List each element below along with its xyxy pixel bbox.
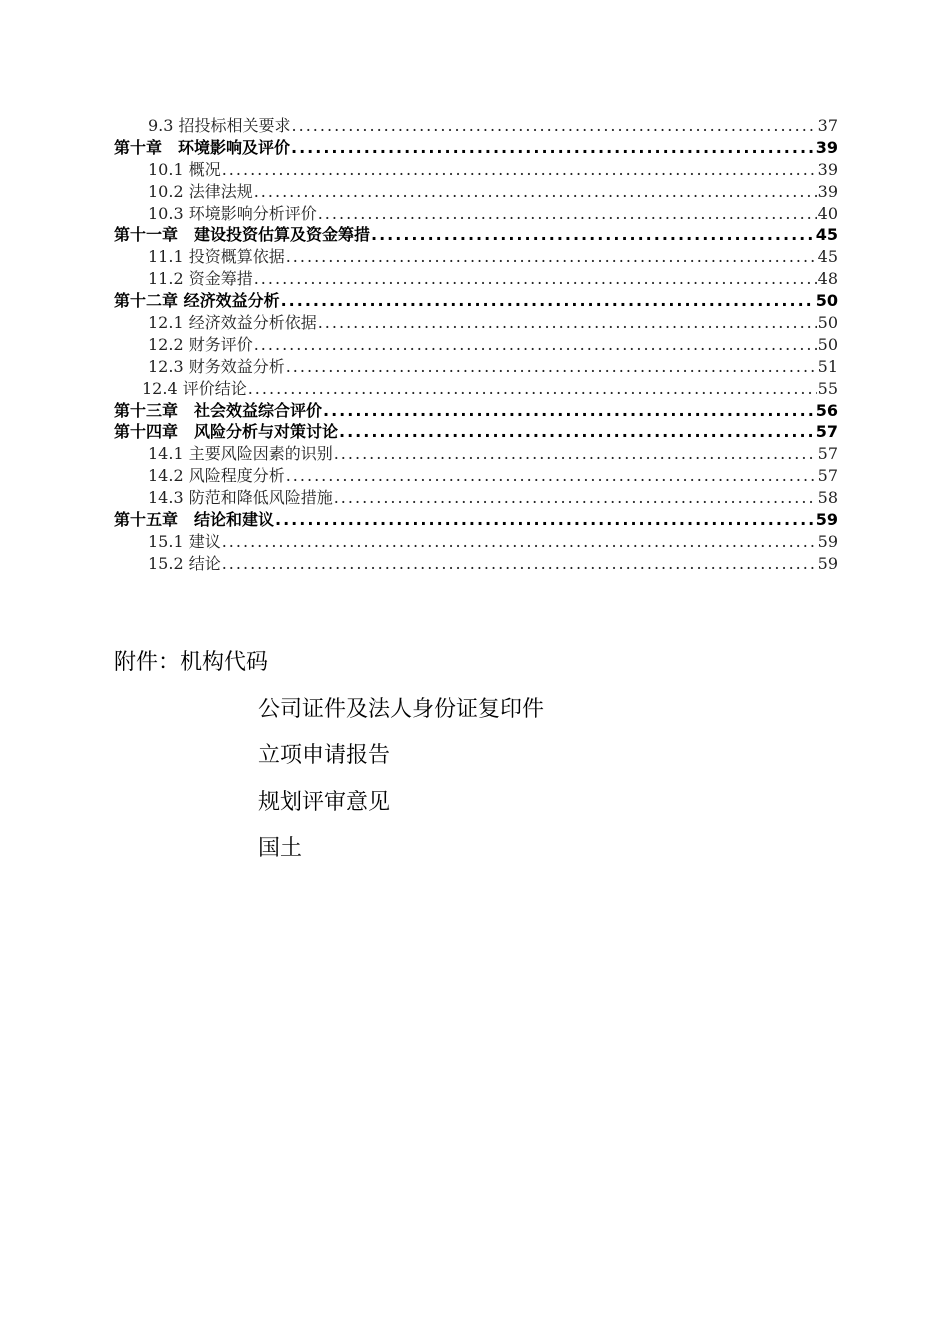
toc-entry[interactable] bbox=[114, 465, 838, 487]
toc-entry-title: 15.1 建议 bbox=[148, 531, 221, 551]
toc-entry[interactable] bbox=[114, 312, 838, 334]
toc-page-number: 50 bbox=[815, 291, 838, 311]
toc-dot-leader bbox=[371, 224, 815, 246]
toc-page-number: 58 bbox=[817, 488, 838, 508]
toc-page-number: 56 bbox=[815, 400, 838, 420]
attachments-section bbox=[114, 640, 544, 873]
toc-entry-title: 10.1 概况 bbox=[148, 159, 221, 179]
toc-entry-title: 12.4 评价结论 bbox=[142, 378, 247, 398]
toc-dot-leader bbox=[323, 400, 815, 422]
toc-entry[interactable] bbox=[114, 487, 838, 509]
toc-entry[interactable] bbox=[114, 443, 838, 465]
toc-entry-title: 12.2 财务评价 bbox=[148, 334, 253, 354]
toc-entry[interactable] bbox=[114, 181, 838, 203]
toc-page-number: 39 bbox=[817, 181, 838, 201]
toc-entry-title: 11.1 投资概算依据 bbox=[148, 247, 285, 267]
toc-entry-title: 9.3 招投标相关要求 bbox=[148, 116, 291, 135]
toc-page-number: 57 bbox=[815, 422, 838, 442]
toc-entry[interactable] bbox=[114, 334, 838, 356]
toc-dot-leader bbox=[286, 356, 817, 378]
toc-dot-leader bbox=[318, 203, 817, 225]
toc-entry[interactable] bbox=[114, 553, 838, 575]
toc-entry-title: 14.2 风险程度分析 bbox=[148, 466, 285, 486]
toc-page-number: 37 bbox=[817, 116, 838, 135]
toc-dot-leader bbox=[286, 465, 817, 487]
toc-chapter-entry[interactable] bbox=[114, 137, 838, 159]
toc-dot-leader bbox=[334, 443, 817, 465]
toc-page-number: 50 bbox=[817, 313, 838, 333]
toc-entry-title: 10.3 环境影响分析评价 bbox=[148, 203, 317, 223]
toc-page-number: 51 bbox=[817, 356, 838, 376]
toc-page-number: 40 bbox=[817, 203, 838, 223]
toc-entry-title: 第十四章 风险分析与对策讨论 bbox=[114, 422, 339, 442]
toc-page-number: 50 bbox=[817, 334, 838, 354]
toc-entry-title: 12.3 财务效益分析 bbox=[148, 356, 285, 376]
toc-entry[interactable] bbox=[114, 203, 838, 225]
toc-dot-leader bbox=[222, 553, 817, 575]
toc-page-number: 57 bbox=[817, 466, 838, 486]
toc-dot-leader bbox=[275, 509, 815, 531]
toc-entry[interactable] bbox=[114, 356, 838, 378]
table-of-contents bbox=[114, 115, 838, 575]
toc-entry[interactable] bbox=[114, 531, 838, 553]
toc-dot-leader bbox=[318, 312, 817, 334]
toc-dot-leader bbox=[222, 159, 817, 181]
toc-dot-leader bbox=[339, 421, 815, 443]
toc-entry-title: 14.3 防范和降低风险措施 bbox=[148, 488, 333, 508]
toc-dot-leader bbox=[291, 137, 815, 159]
attachment-item: 国土 bbox=[258, 836, 303, 861]
toc-chapter-entry[interactable] bbox=[114, 224, 838, 246]
toc-entry[interactable] bbox=[114, 159, 838, 181]
attachment-item: 规划评审意见 bbox=[258, 789, 391, 815]
toc-page-number: 59 bbox=[815, 510, 838, 530]
attachment-item: 公司证件及法人身份证复印件 bbox=[258, 696, 545, 722]
toc-dot-leader bbox=[281, 290, 815, 312]
toc-dot-leader bbox=[254, 268, 817, 290]
toc-entry[interactable] bbox=[114, 268, 838, 290]
toc-dot-leader bbox=[292, 115, 817, 137]
toc-entry-title: 第十一章 建设投资估算及资金筹措 bbox=[114, 225, 371, 245]
toc-page-number: 48 bbox=[817, 269, 838, 289]
attachment-item: 立项申请报告 bbox=[258, 743, 391, 768]
toc-entry-title: 第十五章 结论和建议 bbox=[114, 510, 275, 530]
toc-entry-title: 15.2 结论 bbox=[148, 553, 221, 573]
toc-dot-leader bbox=[248, 378, 817, 400]
toc-page-number: 59 bbox=[817, 531, 838, 551]
toc-chapter-entry[interactable] bbox=[114, 421, 838, 443]
toc-entry[interactable] bbox=[114, 246, 838, 268]
toc-entry-title: 12.1 经济效益分析依据 bbox=[148, 313, 317, 333]
toc-page-number: 57 bbox=[817, 444, 838, 464]
toc-page-number: 45 bbox=[815, 225, 838, 245]
toc-dot-leader bbox=[334, 487, 817, 509]
toc-chapter-entry[interactable] bbox=[114, 400, 838, 422]
toc-entry-title: 第十三章 社会效益综合评价 bbox=[114, 400, 323, 420]
toc-entry-title: 第十二章 经济效益分析 bbox=[114, 291, 280, 311]
toc-dot-leader bbox=[254, 334, 817, 356]
toc-dot-leader bbox=[222, 531, 817, 553]
toc-entry-title: 10.2 法律法规 bbox=[148, 181, 253, 201]
toc-page-number: 45 bbox=[817, 247, 838, 267]
toc-entry-title: 第十章 环境影响及评价 bbox=[114, 137, 291, 157]
toc-page-number: 55 bbox=[817, 378, 838, 398]
toc-entry-title: 14.1 主要风险因素的识别 bbox=[148, 444, 333, 464]
attachments-label: 附件：机构代码 bbox=[114, 650, 269, 675]
toc-page-number: 59 bbox=[817, 553, 838, 573]
toc-dot-leader bbox=[286, 246, 817, 268]
toc-entry-title: 11.2 资金筹措 bbox=[148, 269, 253, 289]
toc-chapter-entry[interactable] bbox=[114, 290, 838, 312]
toc-entry[interactable] bbox=[114, 115, 838, 137]
toc-entry[interactable] bbox=[114, 378, 838, 400]
toc-page-number: 39 bbox=[817, 159, 838, 179]
toc-page-number: 39 bbox=[815, 137, 838, 157]
toc-dot-leader bbox=[254, 181, 817, 203]
toc-chapter-entry[interactable] bbox=[114, 509, 838, 531]
